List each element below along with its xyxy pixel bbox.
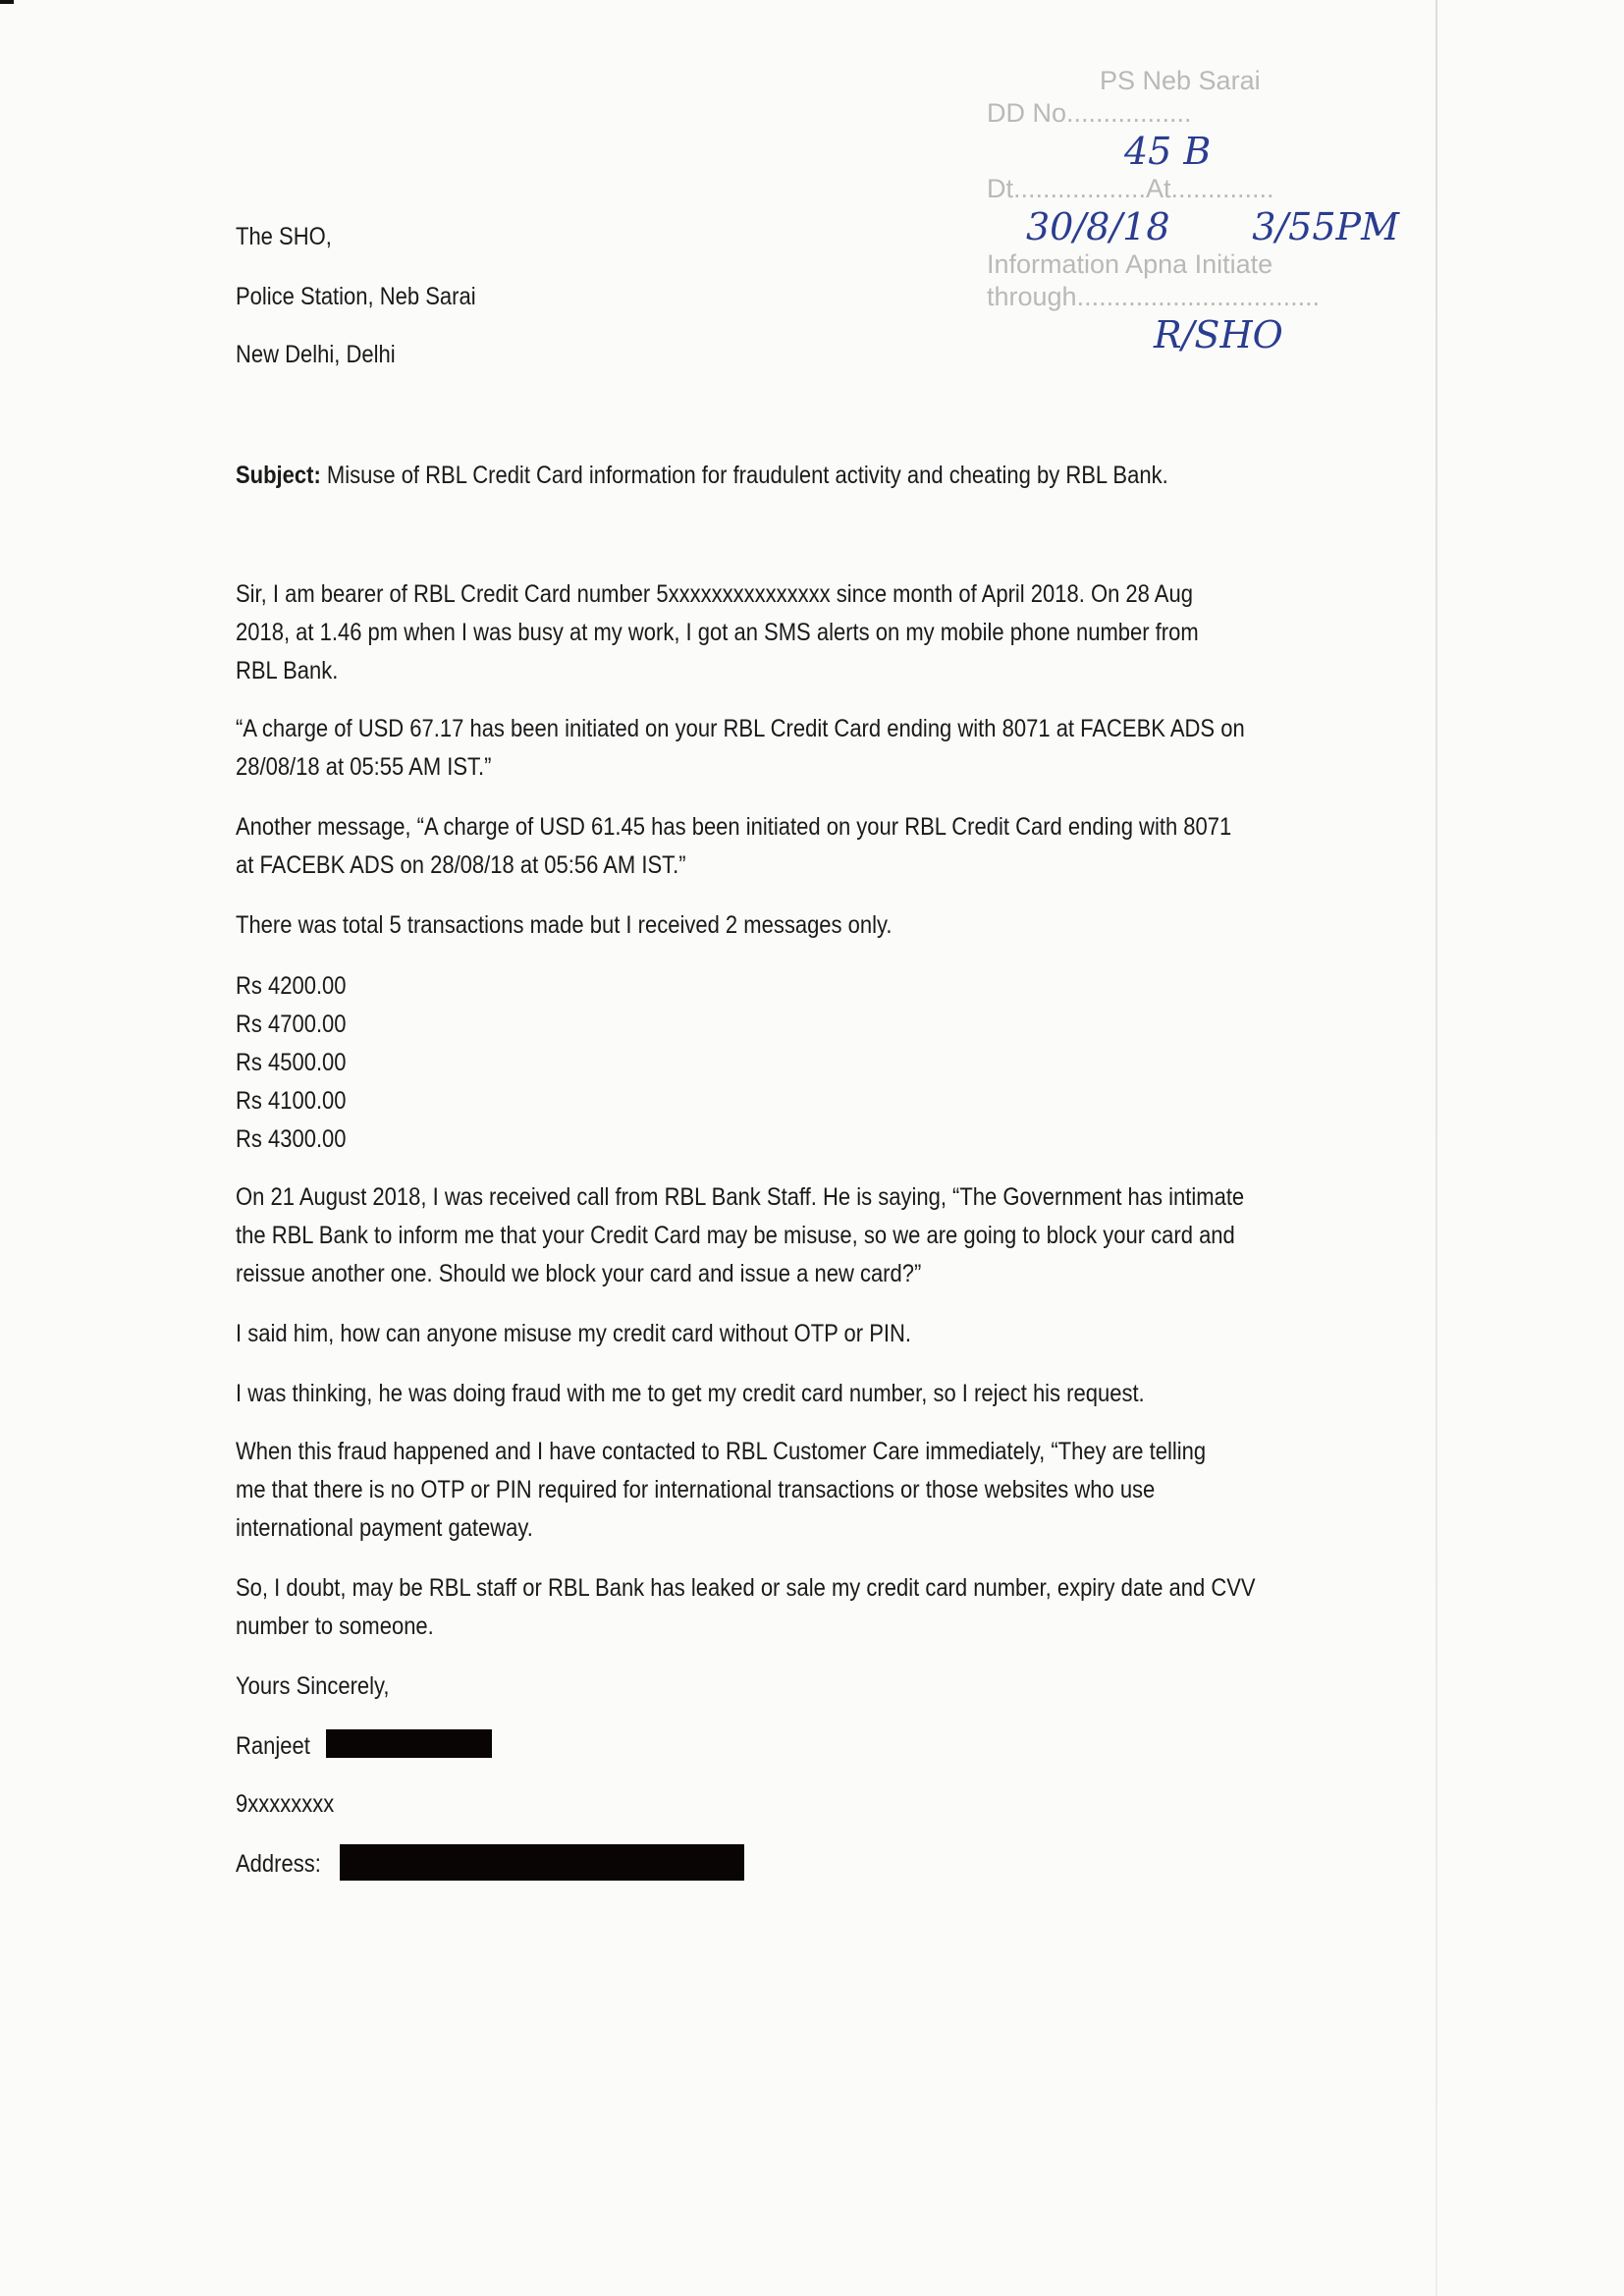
text-line: 2018, at 1.46 pm when I was busy at my work, I got an SMS alerts on my mobile phone number from: [236, 619, 1199, 646]
text-line: Another message, “A charge of USD 61.45 has been initiated on your RBL Credit Card ending with 8071: [236, 813, 1232, 841]
amount-item: Rs 4200.00: [236, 972, 347, 1000]
paragraph-6: [236, 1315, 1003, 1353]
redaction-bar-name: [326, 1729, 492, 1758]
handwritten-through: R/SHO: [1154, 313, 1283, 356]
handwritten-dd-no: 45 B: [1124, 130, 1212, 173]
subject-text: Misuse of RBL Credit Card information for fraudulent activity and cheating by RBL Bank.: [320, 462, 1168, 489]
text-line: I said him, how can anyone misuse my credit card without OTP or PIN.: [236, 1320, 911, 1347]
text-line: reissue another one. Should we block your card and issue a new card?”: [236, 1260, 922, 1287]
recipient-city: New Delhi, Delhi: [236, 341, 396, 368]
text-line: 28/08/18 at 05:55 AM IST.”: [236, 753, 492, 781]
text-line: international payment gateway.: [236, 1514, 533, 1542]
text-line: RBL Bank.: [236, 657, 339, 684]
stamp-through-line: through.................................: [987, 282, 1321, 311]
amount-item: Rs 4500.00: [236, 1049, 347, 1076]
sender-name: [236, 1727, 320, 1766]
recipient-title: The SHO,: [236, 223, 332, 250]
paragraph-8: [236, 1433, 1338, 1548]
stamp-date-handwriting: [987, 205, 1419, 248]
salutation: [236, 1667, 410, 1706]
stamp-dd-handwriting: [987, 130, 1419, 173]
paragraph-1: [236, 575, 1329, 690]
text-line: Sir, I am bearer of RBL Credit Card number 5xxxxxxxxxxxxxxx since month of April 2018. On 28 Aug: [236, 580, 1193, 608]
text-line: There was total 5 transactions made but I received 2 messages only.: [236, 911, 893, 939]
text-line: at FACEBK ADS on 28/08/18 at 05:56 AM IST.”: [236, 851, 686, 879]
stamp-title: PS Neb Sarai: [1100, 66, 1261, 95]
subject-line: [236, 457, 1295, 495]
paragraph-9: [236, 1569, 1394, 1646]
stamp-dd-line: DD No.................: [987, 98, 1192, 128]
stamp-info-line: Information Apna Initiate: [987, 249, 1273, 279]
text-line: number to someone.: [236, 1613, 434, 1640]
paragraph-4: [236, 906, 982, 945]
sender-name-text: Ranjeet: [236, 1732, 310, 1760]
sender-phone: [236, 1785, 348, 1824]
page-edge: [1435, 0, 1437, 2296]
stamp-date-line: Dt..................At..............: [987, 174, 1274, 203]
amount-item: Rs 4300.00: [236, 1125, 347, 1153]
redaction-bar-address: [340, 1844, 744, 1881]
text-line: the RBL Bank to inform me that your Credit Card may be misuse, so we are going to block your card and: [236, 1222, 1235, 1249]
recipient-block: [236, 218, 509, 374]
subject-label: Subject:: [236, 462, 321, 489]
handwritten-date: 30/8/18: [1026, 205, 1170, 248]
text-line: I was thinking, he was doing fraud with me to get my credit card number, so I reject his request.: [236, 1380, 1145, 1407]
sender-phone-text: 9xxxxxxxx: [236, 1790, 335, 1818]
salutation-text: Yours Sincerely,: [236, 1672, 390, 1700]
text-line: “A charge of USD 67.17 has been initiated on your RBL Credit Card ending with 8071 at FACEBK ADS on: [236, 715, 1245, 742]
recipient-station: Police Station, Neb Sarai: [236, 283, 476, 310]
amount-item: Rs 4100.00: [236, 1087, 347, 1115]
amount-item: Rs 4700.00: [236, 1011, 347, 1038]
amount-list: [236, 967, 361, 1159]
paragraph-5: [236, 1178, 1381, 1293]
handwritten-time: 3/55PM: [1252, 205, 1399, 248]
address-label: Address:: [236, 1850, 321, 1878]
paragraph-2: [236, 710, 1382, 787]
stamp-through-handwriting: [987, 313, 1419, 356]
paragraph-7: [236, 1375, 1269, 1413]
paragraph-3: [236, 808, 1368, 885]
text-line: On 21 August 2018, I was received call from RBL Bank Staff. He is saying, “The Government has intimate: [236, 1183, 1245, 1211]
text-line: So, I doubt, may be RBL staff or RBL Bank has leaked or sale my credit card number, expiry date and CVV: [236, 1574, 1256, 1602]
sender-address: [236, 1845, 333, 1884]
text-line: me that there is no OTP or PIN required for international transactions or those websites who use: [236, 1476, 1156, 1503]
scan-mark: [0, 0, 14, 4]
text-line: When this fraud happened and I have contacted to RBL Customer Care immediately, “They are telling: [236, 1438, 1207, 1465]
police-stamp: [987, 65, 1419, 356]
